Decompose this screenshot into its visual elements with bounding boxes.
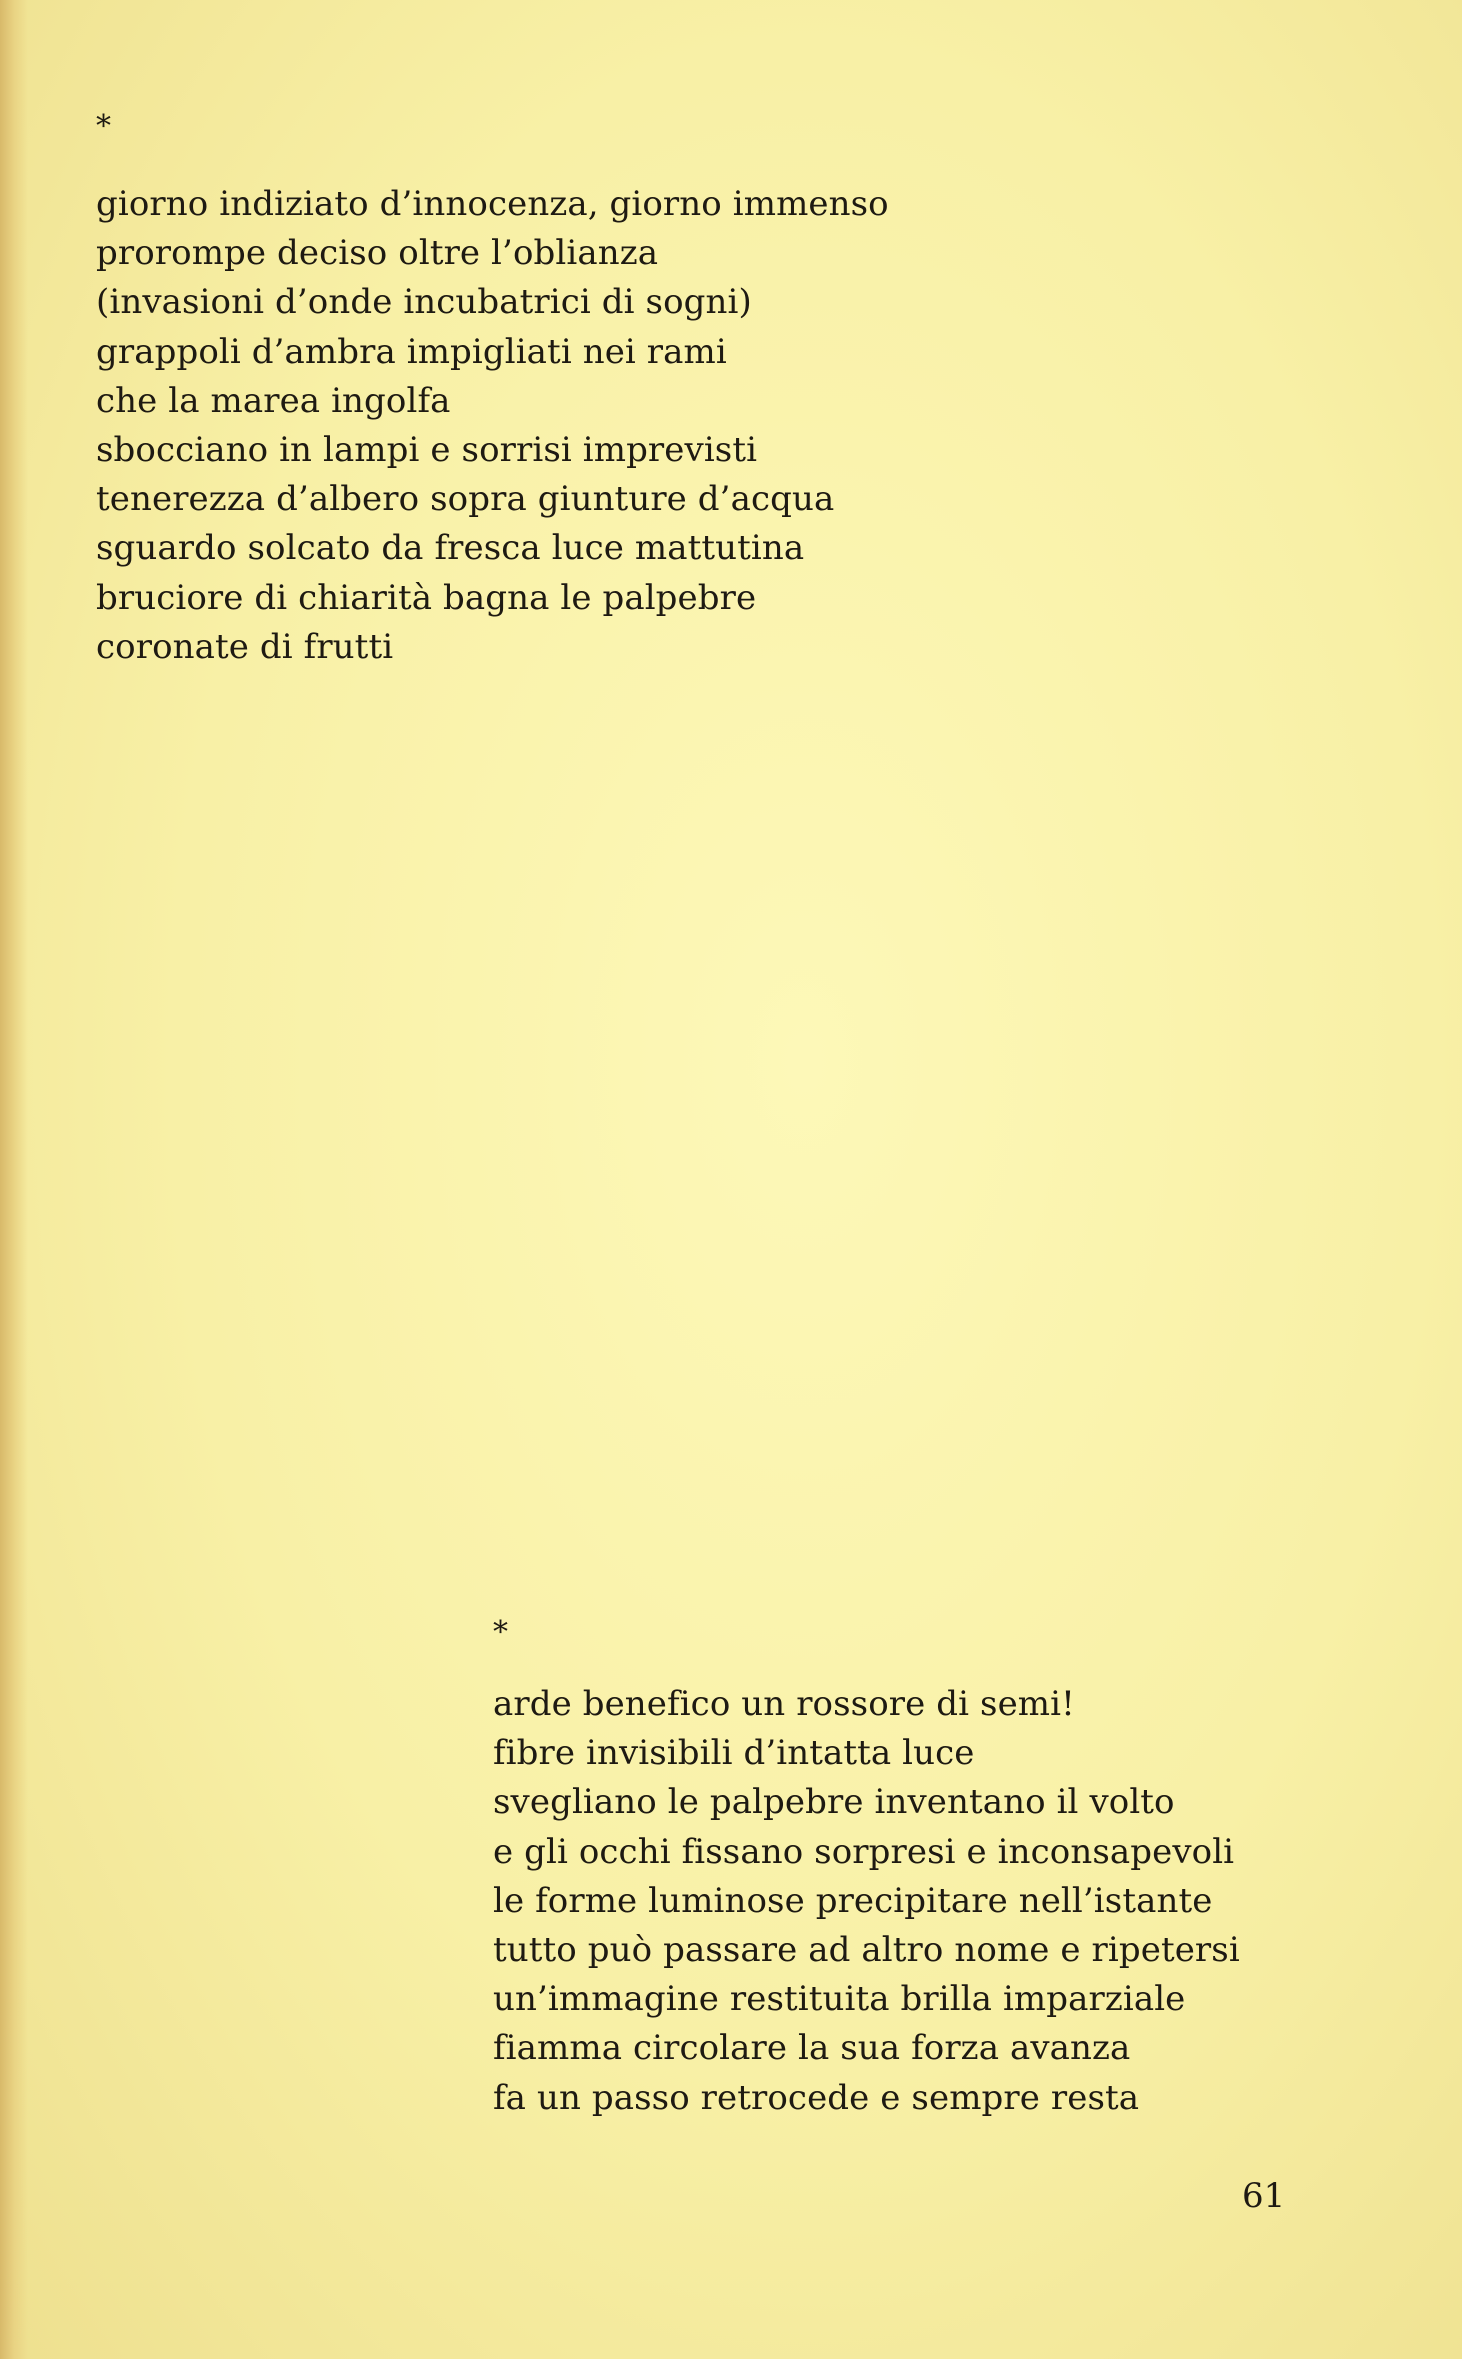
poem-line: prorompe deciso oltre l’oblianza (96, 233, 659, 274)
poem-top (96, 109, 889, 672)
poem-line: fiamma circolare la sua forza avanza (493, 2028, 1131, 2069)
poem-line: un’immagine restituita brilla imparziale (493, 1979, 1186, 2020)
poem-line: arde benefico un rossore di semi! (493, 1684, 1075, 1724)
poem-line: tutto può passare ad altro nome e ripetersi (493, 1930, 1240, 1971)
poem-line: grappoli d’ambra impigliati nei rami (96, 331, 727, 372)
page-number: 61 (1242, 2176, 1286, 2216)
poem-line: tenerezza d’albero sopra giunture d’acqua (96, 479, 835, 520)
poem-line: giorno indiziato d’innocenza, giorno immenso (96, 184, 889, 224)
poem-line: sbocciano in lampi e sorrisi imprevisti (96, 430, 758, 471)
page-binding-shadow (0, 0, 28, 2359)
poem-line: fibre invisibili d’intatta luce (493, 1733, 975, 1774)
poem-line: sguardo solcato da fresca luce mattutina (96, 528, 805, 569)
poem-separator-asterisk: * (493, 1615, 508, 1650)
poem-line: svegliano le palpebre inventano il volto (493, 1782, 1175, 1823)
poem-line: e gli occhi fissano sorpresi e inconsapevoli (493, 1831, 1235, 1872)
poem-separator-asterisk: * (96, 109, 111, 144)
poem-line: che la marea ingolfa (96, 380, 451, 421)
poem-line: bruciore di chiarità bagna le palpebre (96, 577, 757, 618)
poem-line: le forme luminose precipitare nell’istante (493, 1880, 1213, 1921)
poem-bottom (493, 1615, 1240, 2123)
poem-line: (invasioni d’onde incubatrici di sogni) (96, 282, 752, 323)
poem-line: coronate di frutti (96, 626, 394, 667)
poem-line: fa un passo retrocede e sempre resta (493, 2077, 1140, 2118)
